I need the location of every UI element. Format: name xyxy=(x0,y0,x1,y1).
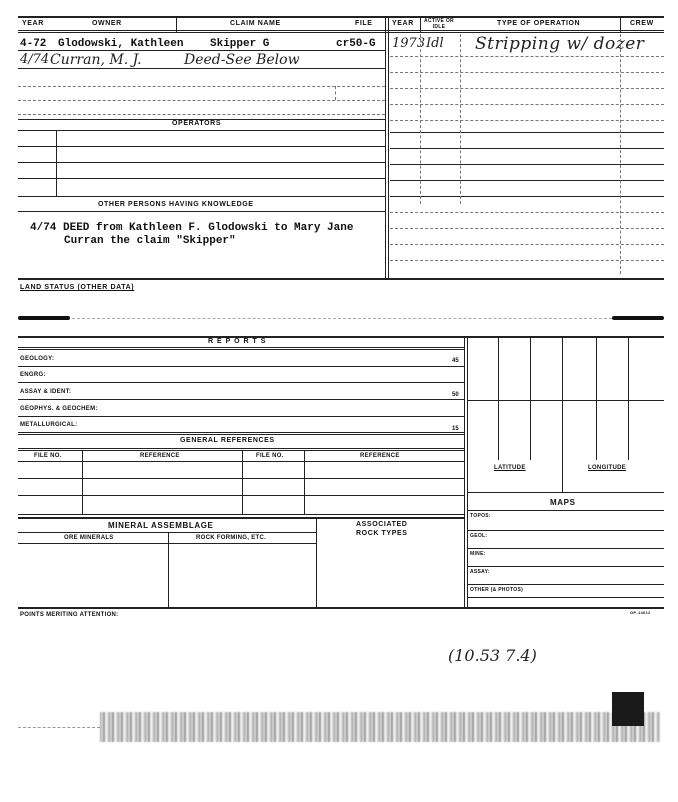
scan-mark-left xyxy=(18,316,70,320)
associated-rock-line1: ASSOCIATED xyxy=(356,521,408,528)
reports-geophys: GEOPHYS. & GEOCHEM: xyxy=(20,406,98,412)
form-number: GP-14612 xyxy=(630,610,651,615)
reports-assay-num: 50 xyxy=(452,392,459,398)
reports-metallurgical: METALLURGICAL: xyxy=(20,422,78,428)
maps-assay: ASSAY: xyxy=(470,569,490,575)
scan-dotted-line xyxy=(18,727,100,728)
latitude-label: LATITUDE xyxy=(494,465,526,471)
operation-type: Stripping w/ dozer xyxy=(475,34,645,54)
maps-topos: TOPOS: xyxy=(470,513,491,519)
associated-rock-line2: ROCK TYPES xyxy=(356,530,408,537)
claim-row-2-owner: Curran, M. J. xyxy=(50,52,142,68)
knowledge-title: OTHER PERSONS HAVING KNOWLEDGE xyxy=(98,201,254,208)
reports-title: R E P O R T S xyxy=(208,338,267,345)
ref-reference-1: REFERENCE xyxy=(140,453,180,459)
operation-status: Idl xyxy=(426,36,444,51)
general-references-title: GENERAL REFERENCES xyxy=(180,437,275,444)
scan-noise-band xyxy=(100,712,660,742)
col-file: FILE xyxy=(355,20,373,27)
col-type-of-operation: TYPE OF OPERATION xyxy=(497,20,581,27)
col-claim-name: CLAIM NAME xyxy=(230,20,281,27)
col-year-right: YEAR xyxy=(392,20,414,27)
longitude-label: LONGITUDE xyxy=(588,465,627,471)
maps-mine: MINE: xyxy=(470,551,486,557)
reports-metallurgical-num: 15 xyxy=(452,426,459,432)
col-owner: OWNER xyxy=(92,20,122,27)
col-year: YEAR xyxy=(22,20,44,27)
reports-assay: ASSAY & IDENT: xyxy=(20,389,72,395)
maps-title: MAPS xyxy=(550,498,576,507)
points-meriting-label: POINTS MERITING ATTENTION: xyxy=(20,612,119,618)
knowledge-line-1: 4/74 DEED from Kathleen F. Glodowski to Mary Jane xyxy=(30,222,354,234)
knowledge-line-2: Curran the claim "Skipper" xyxy=(64,235,236,247)
operators-title: OPERATORS xyxy=(172,120,222,127)
claim-row-1-owner: Glodowski, Kathleen xyxy=(58,38,184,50)
reports-geology-num: 45 xyxy=(452,358,459,364)
land-status-label: LAND STATUS (OTHER DATA) xyxy=(20,284,135,291)
claim-row-2-year: 4/74 xyxy=(20,52,50,67)
ref-reference-2: REFERENCE xyxy=(360,453,400,459)
ref-file-no-1: FILE NO. xyxy=(34,453,62,459)
reports-geology: GEOLOGY: xyxy=(20,356,55,362)
claim-row-1-file: cr50-G xyxy=(336,38,376,50)
scan-black-block xyxy=(612,692,644,726)
col-crew: CREW xyxy=(630,20,654,27)
scan-mark-right xyxy=(612,316,664,320)
rock-forming: ROCK FORMING, ETC. xyxy=(196,535,267,541)
col-active-idle: ACTIVE OR IDLE xyxy=(424,18,454,30)
maps-geol: GEOL: xyxy=(470,533,488,539)
handwritten-note: (10.53 7.4) xyxy=(448,646,537,665)
ref-file-no-2: FILE NO. xyxy=(256,453,284,459)
reports-engrg: ENGRG: xyxy=(20,372,46,378)
claim-row-1-claim: Skipper G xyxy=(210,38,270,50)
operation-year: 1973 xyxy=(392,36,426,51)
claim-row-1-year: 4-72 xyxy=(20,38,47,50)
maps-other: OTHER (& PHOTOS) xyxy=(470,587,524,593)
ore-minerals: ORE MINERALS xyxy=(64,535,114,541)
claim-row-2-claim: Deed-See Below xyxy=(184,52,300,68)
mineral-title: MINERAL ASSEMBLAGE xyxy=(108,521,214,530)
